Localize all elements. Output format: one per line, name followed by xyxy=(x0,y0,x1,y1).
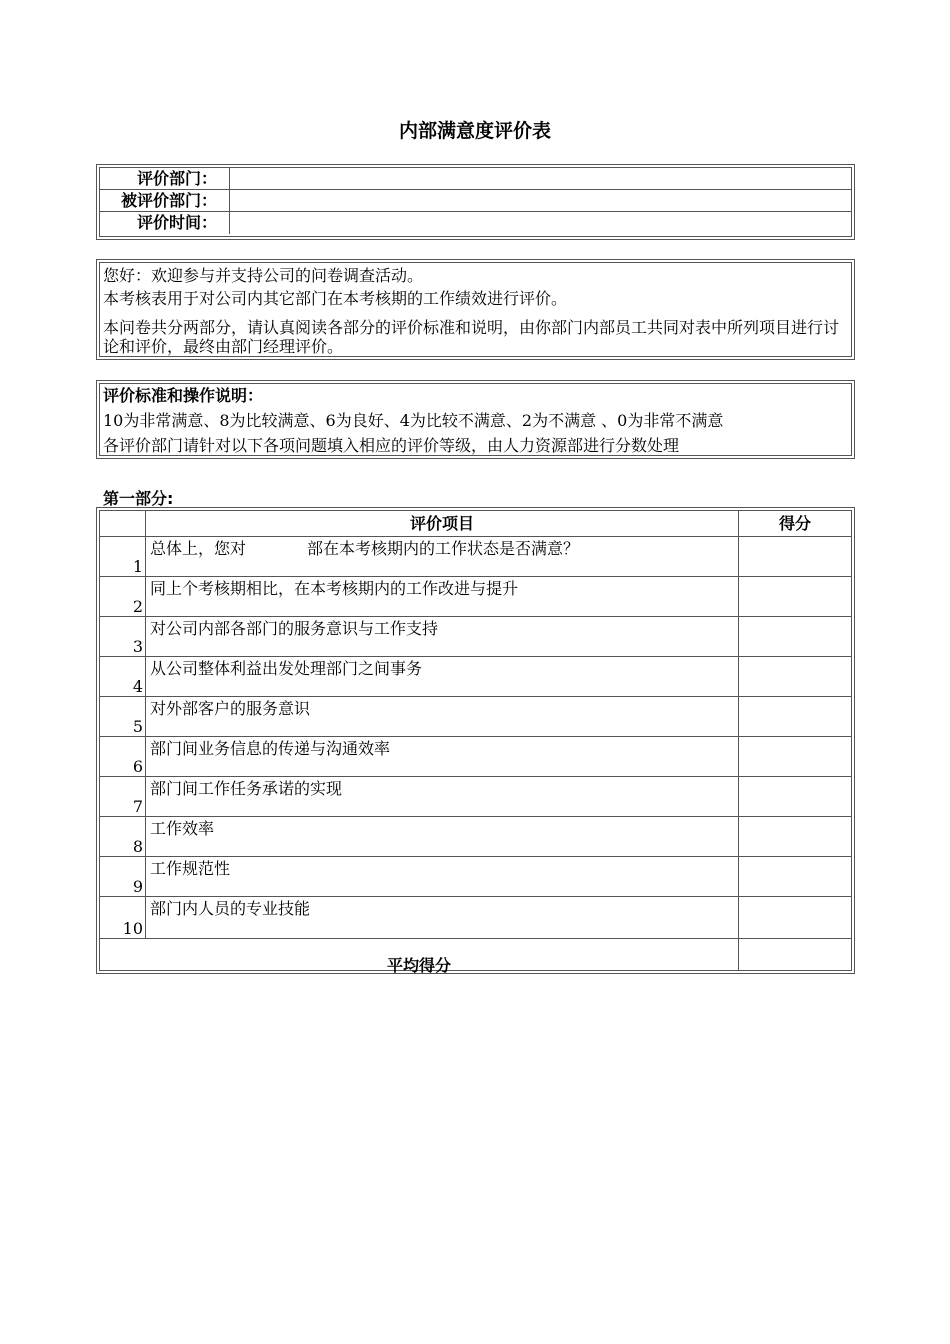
row-item: 对外部客户的服务意识 xyxy=(150,699,311,718)
average-score-cell[interactable] xyxy=(739,939,851,970)
row-item: 总体上，您对 部在本考核期内的工作状态是否满意？ xyxy=(150,539,580,558)
score-cell[interactable] xyxy=(739,657,851,696)
score-cell[interactable] xyxy=(739,857,851,896)
info-box xyxy=(96,164,855,240)
table-row xyxy=(100,697,851,737)
info-row-evaluated xyxy=(100,190,851,212)
table-header xyxy=(100,511,851,537)
score-cell[interactable] xyxy=(739,537,851,576)
header-score: 得分 xyxy=(778,514,811,533)
intro-instructions: 本问卷共分两部分，请认真阅读各部分的评价标准和说明，由你部门内部员工共同对表中所列项目进行讨论和评价，最终由部门经理评价。 xyxy=(103,318,840,356)
intro-greeting: 您好：欢迎参与并支持公司的问卷调查活动。 xyxy=(103,266,424,285)
score-cell[interactable] xyxy=(739,577,851,616)
criteria-scale: 10为非常满意、8为比较满意、6为良好、4为比较不满意、2为不满意 、0为非常不满意 xyxy=(103,411,724,430)
header-item: 评价项目 xyxy=(146,511,739,536)
info-label: 评价时间： xyxy=(100,212,230,234)
table-row xyxy=(100,617,851,657)
row-item: 部门间业务信息的传递与沟通效率 xyxy=(150,739,391,758)
table-row xyxy=(100,817,851,857)
score-cell[interactable] xyxy=(739,737,851,776)
evaluated-dept-field[interactable] xyxy=(230,190,851,211)
page-title: 内部满意度评价表 xyxy=(398,120,551,142)
info-row-date xyxy=(100,212,851,234)
row-number: 8 xyxy=(132,837,143,856)
info-label: 被评价部门： xyxy=(100,190,230,211)
row-number: 7 xyxy=(132,797,143,816)
criteria-heading: 评价标准和操作说明： xyxy=(103,386,264,405)
row-number: 4 xyxy=(132,677,143,696)
score-cell[interactable] xyxy=(739,777,851,816)
evaluation-table xyxy=(96,507,855,974)
score-cell[interactable] xyxy=(739,817,851,856)
info-row-evaluator xyxy=(100,168,851,190)
table-row xyxy=(100,657,851,697)
evaluator-dept-field[interactable] xyxy=(230,168,851,189)
score-cell[interactable] xyxy=(739,617,851,656)
criteria-box xyxy=(96,380,855,459)
row-item: 从公司整体利益出发处理部门之间事务 xyxy=(150,659,423,678)
intro-purpose: 本考核表用于对公司内其它部门在本考核期的工作绩效进行评价。 xyxy=(103,289,568,308)
row-item: 部门内人员的专业技能 xyxy=(150,899,311,918)
table-row xyxy=(100,737,851,777)
part1-label: 第一部分: xyxy=(103,489,174,508)
row-number: 9 xyxy=(132,877,143,896)
table-row xyxy=(100,777,851,817)
evaluation-date-field[interactable] xyxy=(230,212,851,234)
row-number: 1 xyxy=(132,557,143,576)
row-number: 5 xyxy=(132,717,143,736)
table-row xyxy=(100,857,851,897)
info-label: 评价部门： xyxy=(100,168,230,189)
row-item: 同上个考核期相比，在本考核期内的工作改进与提升 xyxy=(150,579,519,598)
row-number: 10 xyxy=(122,919,143,938)
score-cell[interactable] xyxy=(739,897,851,938)
row-item: 部门间工作任务承诺的实现 xyxy=(150,779,343,798)
intro-box xyxy=(96,259,855,360)
score-cell[interactable] xyxy=(739,697,851,736)
row-item: 对公司内部各部门的服务意识与工作支持 xyxy=(150,619,439,638)
average-label: 平均得分 xyxy=(100,939,739,970)
table-row xyxy=(100,537,851,577)
average-row xyxy=(100,938,851,975)
row-number: 3 xyxy=(132,637,143,656)
row-number: 2 xyxy=(132,597,143,616)
criteria-note: 各评价部门请针对以下各项问题填入相应的评价等级，由人力资源部进行分数处理 xyxy=(103,436,680,455)
header-num-cell xyxy=(100,511,146,536)
row-item: 工作效率 xyxy=(150,819,215,838)
table-row xyxy=(100,897,851,938)
row-item: 工作规范性 xyxy=(150,859,231,878)
row-number: 6 xyxy=(132,757,143,776)
table-row xyxy=(100,577,851,617)
